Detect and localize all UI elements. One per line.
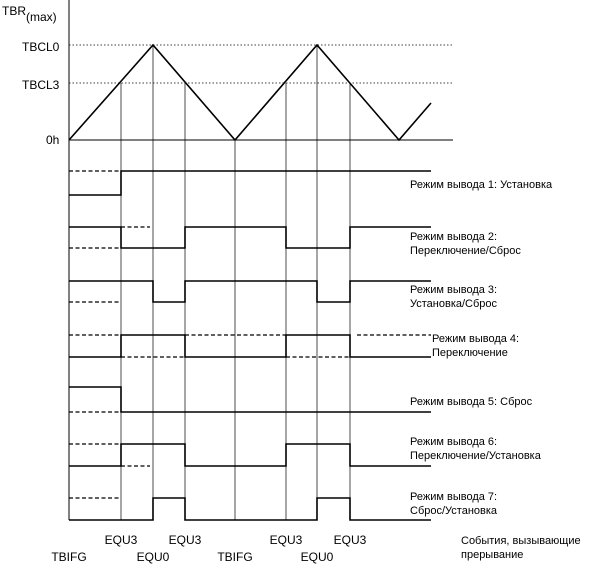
mode-5-label: Режим вывода 5: Сброс (410, 396, 533, 408)
mode-3-label-line2: Установка/Сброс (410, 298, 498, 310)
mode-1-waveform (69, 171, 431, 195)
mode-2-label-line1: Режим вывода 2: (410, 231, 498, 243)
event-tbifg-label: TBIFG (51, 550, 87, 564)
event-equ0-label: EQU0 (136, 550, 170, 564)
counter-triangle-wave (69, 45, 431, 140)
mode-7-label-line2: Сброс/Установка (410, 505, 498, 517)
event-equ3-label: EQU3 (104, 533, 138, 547)
events-caption-line2: прерывание (461, 549, 524, 561)
level-label-tbcl0: TBCL0 (22, 40, 60, 54)
mode-7-label-line1: Режим вывода 7: (410, 491, 498, 503)
mode-6-label-line1: Режим вывода 6: (410, 436, 498, 448)
event-equ3-label: EQU3 (333, 533, 367, 547)
mode-4-label-line2: Переключение (432, 347, 508, 359)
mode-6-waveform (69, 444, 431, 466)
mode-5-waveform (69, 387, 431, 412)
mode-4-waveform (69, 335, 431, 357)
mode-2-label-line2: Переключение/Сброс (410, 245, 521, 257)
mode-6-label-line2: Переключение/Установка (410, 450, 541, 462)
mode-3-waveform (69, 281, 431, 302)
events-caption-line1: События, вызывающие (461, 535, 581, 547)
event-equ3-label: EQU3 (168, 533, 202, 547)
level-label-0h: 0h (46, 133, 60, 147)
mode-3-label-line1: Режим вывода 3: (410, 284, 498, 296)
mode-1-label: Режим вывода 1: Установка (410, 179, 553, 191)
event-tbifg-label: TBIFG (217, 550, 253, 564)
mode-4-label-line1: Режим вывода 4: (432, 333, 520, 345)
mode-2-waveform (69, 227, 431, 248)
event-equ0-label: EQU0 (300, 550, 334, 564)
y-axis-title: TBR(max) (2, 4, 57, 24)
level-label-tbcl3: TBCL3 (22, 78, 60, 92)
mode-7-waveform (69, 498, 431, 520)
event-equ3-label: EQU3 (269, 533, 303, 547)
